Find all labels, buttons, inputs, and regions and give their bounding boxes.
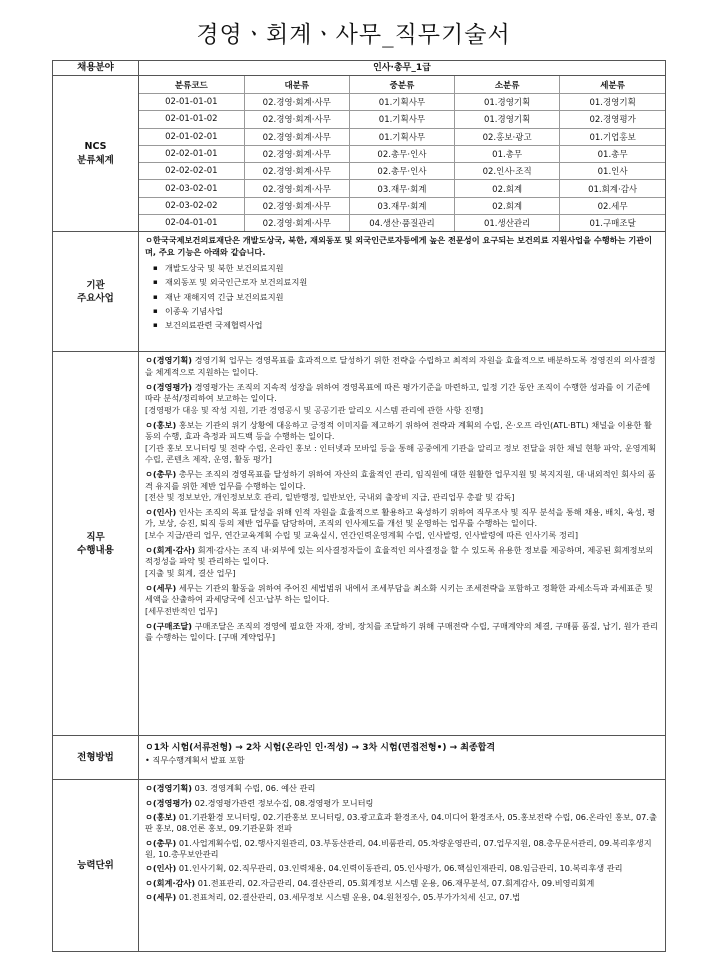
header-value-cell [139,61,666,76]
duty-item [145,621,659,644]
ncs-cell: 01.총무 [560,145,665,162]
duty-title: ㅇ(회계·감사) [145,545,196,556]
ncs-cell: 02.경영·회계·사무 [244,128,349,145]
duty-note: [경영평가 대응 및 작성 지원, 기관 경영공시 및 공공기관 알리오 시스템 관리에 관한 사항 진행] [145,404,484,415]
unit-item [145,863,659,874]
unit-item [145,812,659,835]
ncs-cell: 03.재무·회계 [349,180,454,197]
ncs-cell: 02.경영·회계·사무 [244,145,349,162]
selection-row [53,736,666,780]
selection-steps: ㅇ1차 시험(서류전형) → 2차 시험(온라인 인·적성) → 3차 시험(면접전형•) → 최종합격 [145,743,496,754]
duty-title: ㅇ(인사) [145,507,177,518]
business-label-line2: 주요사업 [77,292,114,304]
ncs-cell: 02-01-01-01 [139,94,244,111]
business-item: ▪ 보건의료관련 국제협력사업 [165,320,659,331]
unit-text: 03. 경영계획 수립, 06. 예산 관리 [192,783,316,794]
duty-title: ㅇ(세무) [145,583,177,593]
unit-text: 01.사업계획수립, 02.행사지원관리, 03.부동산관리, 04.비품관리, 05.차량운영관리, 07.업무지원, 08.총무문서관리, 09.복리후생지원, 10.총무보안관리 [145,837,652,859]
duty-item [145,420,659,465]
duty-item [145,507,659,541]
ncs-row-item [139,215,665,232]
business-row [53,232,666,352]
ncs-row-item [139,197,665,214]
duties-row [53,352,666,736]
business-item: ▪ 재외동포 및 외국인근로자 보건의료지원 [165,277,659,288]
duty-text: 구매조달은 조직의 경영에 필요한 자재, 장비, 장치를 조달하기 위해 구매전략 수립, 구매계약의 체결, 구매품 품질, 납기, 원가 관리를 수행하는 일이다. [구매 계약업무] [145,620,658,643]
unit-title: ㅇ(경영평가) [145,797,193,808]
business-item: ▪ 재난 재해지역 긴급 보건의료지원 [165,292,659,303]
ncs-row-item [139,111,665,128]
duty-title: ㅇ(경영기획) [145,355,193,366]
ncs-cell: 01.구매조달 [560,215,665,232]
ncs-cell: 01.총무 [455,145,560,162]
ncs-cell: 01.기획사무 [349,111,454,128]
duty-note: [보수 지급/관리 업무, 연간교육계획 수립 및 교육실시, 연간인력운영계획 수립, 인사발령, 인사발령에 따른 인사기록 정리] [145,529,579,540]
duty-text: 인사는 조직의 목표 달성을 위해 인적 자원을 효율적으로 활용하고 육성하기 위하여 직무조사 및 직무 분석을 통해 채용, 배치, 육성, 평가, 보상, 승진, 퇴직 등의 제반 업무를 담당하며, 조직의 인사제도를 개선 및 운영하는 업무를 수행하는 일이다. [145,507,656,529]
ncs-label [53,76,139,232]
ncs-cell: 02.인사·조직 [455,163,560,180]
ncs-table-cell [139,76,666,232]
ncs-cell: 02-02-01-01 [139,145,244,162]
ncs-cell: 02.경영·회계·사무 [244,94,349,111]
ncs-table [139,76,665,231]
unit-text: 01.기관환경 모니터링, 02.기관홍보 모니터링, 03.광고효과 환경조사, 04.미디어 환경조사, 05.홍보전략 수립, 06.온라인 홍보, 07.출판 홍보, 08.언론 홍보, 09.기관문화 전파 [145,812,657,834]
ncs-cell: 02.세무 [560,197,665,214]
selection-note: • 직무수행계획서 발표 포함 [145,754,245,765]
ncs-cell: 02.홍보·광고 [455,128,560,145]
ncs-cell: 02.경영·회계·사무 [244,197,349,214]
duty-text: 경영기획 업무는 경영목표를 효과적으로 달성하기 위한 전략을 수립하고 최적의 자원을 효율적으로 배분하도록 경영진의 의사결정을 체계적으로 지원하는 일이다. [145,355,656,377]
ncs-column-header: 중분류 [349,76,454,94]
business-item: ▪ 개발도상국 및 북한 보건의료지원 [165,263,659,274]
ncs-column-header: 분류코드 [139,76,244,94]
ncs-label-line2: 분류체계 [77,154,114,166]
ncs-cell: 02.경영·회계·사무 [244,180,349,197]
ncs-cell: 01.회계·감사 [560,180,665,197]
business-intro: ㅇ한국국제보건의료재단은 개발도상국, 북한, 재외동포 및 외국인근로자등에게 높은 전문성이 요구되는 보건의료 지원사업을 수행하는 기관이며, 주요 기능은 아래와 같습니다. [145,235,653,257]
duty-item [145,545,659,579]
ncs-cell: 02.경영·회계·사무 [244,163,349,180]
duty-note: [기관 홍보 모니터링 및 전략 수립, 온라인 홍보 : 인터넷과 모바일 등을 통해 공중에게 기관을 알리고 정보 전달을 위한 채널 현황 파악, 운영계획 수립, 콘텐츠 제작, 운영, 활동 평가] [145,442,657,464]
duty-item [145,583,659,617]
duty-note: [세무전반적인 업무] [145,605,218,616]
unit-title: ㅇ(세무) [145,891,177,902]
ncs-cell: 02.경영·회계·사무 [244,111,349,128]
ncs-cell: 02.경영평가 [560,111,665,128]
ncs-row-item [139,163,665,180]
duty-item [145,382,659,416]
unit-item [145,838,659,861]
unit-title: ㅇ(홍보) [145,812,177,822]
duties-label-line1: 직무 [86,531,105,543]
business-content [139,232,666,352]
ncs-cell: 01.생산관리 [455,215,560,232]
ncs-cell: 01.경영기획 [455,111,560,128]
duty-item [145,355,659,378]
duties-label [53,352,139,736]
ncs-cell: 01.기획사무 [349,94,454,111]
selection-content [139,736,666,780]
duties-content [139,352,666,736]
duties-label-line2: 수행내용 [77,544,114,556]
units-row [53,780,666,952]
unit-text: 01.전표처리, 02.결산관리, 03.세무정보 시스템 운용, 04.원천징수, 05.부가가치세 신고, 07.법 [176,891,521,902]
ncs-row-item [139,145,665,162]
ncs-cell: 02-01-01-02 [139,111,244,128]
ncs-cell: 02.회계 [455,197,560,214]
ncs-cell: 02-03-02-02 [139,197,244,214]
ncs-cell: 02-02-02-01 [139,163,244,180]
unit-item [145,892,659,903]
unit-title: ㅇ(회계·감사) [145,877,196,888]
unit-title: ㅇ(총무) [145,837,177,848]
header-row [53,61,666,76]
duty-note: [지출 및 회계, 결산 업무] [145,567,236,578]
ncs-cell: 01.경영기획 [560,94,665,111]
duty-title: ㅇ(홍보) [145,419,177,430]
business-label [53,232,139,352]
unit-item [145,798,659,809]
unit-text: 02.경영평가관련 정보수집, 08.경영평가 모니터링 [192,797,374,808]
unit-title: ㅇ(경영기획) [145,783,193,794]
ncs-cell: 01.인사 [560,163,665,180]
ncs-column-header: 대분류 [244,76,349,94]
duty-item [145,469,659,503]
ncs-cell: 01.기획사무 [349,128,454,145]
duty-title: ㅇ(구매조달) [145,620,193,631]
unit-title: ㅇ(인사) [145,863,177,874]
header-label: 채용분야 [53,61,139,76]
ncs-cell: 02.총무·인사 [349,163,454,180]
ncs-cell: 02-03-02-01 [139,180,244,197]
ncs-cell: 04.생산·품질관리 [349,215,454,232]
ncs-cell: 02-04-01-01 [139,215,244,232]
ncs-cell: 02.회계 [455,180,560,197]
business-label-line1: 기관 [86,279,105,291]
selection-label: 전형방법 [53,736,139,780]
business-item: ▪ 이종욱 기념사업 [165,306,659,317]
ncs-cell: 02.경영·회계·사무 [244,215,349,232]
ncs-cell: 01.경영기획 [455,94,560,111]
ncs-cell: 03.재무·회계 [349,197,454,214]
ncs-cell: 02-01-02-01 [139,128,244,145]
ncs-row-item [139,94,665,111]
ncs-row [53,76,666,232]
units-label: 능력단위 [53,780,139,952]
ncs-header-row [139,76,665,94]
ncs-cell: 01.기업홍보 [560,128,665,145]
unit-text: 01.전표관리, 02.자금관리, 04.결산관리, 05.회계정보 시스템 운용, 06.재무분석, 07.회계감사, 09.비영리회계 [195,877,595,888]
duty-text: 경영평가는 조직의 지속적 성장을 위하여 경영목표에 따른 평가기준을 마련하고, 일정 기간 동안 조직이 수행한 성과를 이 기준에 따라 분석/정리하여 보고하는 일이다. [145,382,651,404]
job-description-table [52,60,666,952]
page-title: 경영ㆍ회계ㆍ사무_직무기술서 [196,22,511,48]
ncs-row-item [139,128,665,145]
duty-title: ㅇ(총무) [145,469,177,480]
duty-text: 세무는 기관의 활동을 위하여 주어진 세법범위 내에서 조세부담을 최소화 시키는 조세전략을 포함하고 정확한 과세소득과 과세표준 및 세액을 산출하여 과세당국에 신고·납부 하는 일이다. [145,583,653,605]
duty-text: 홍보는 기관의 위기 상황에 대응하고 긍정적 이미지를 제고하기 위하여 전략과 계획의 수립, 온·오프 라인(ATL·BTL) 채널을 이용한 활동의 수행, 효과 측정과 피드백 등을 수행하는 일이다. [145,419,652,442]
duty-title: ㅇ(경영평가) [145,382,193,392]
ncs-cell: 02.총무·인사 [349,145,454,162]
duty-text: 회계·감사는 조직 내·외부에 있는 의사결정자들이 효율적인 의사결정을 할 수 있도록 유용한 정보를 제공하며, 제공된 회계정보의 적정성을 파악 및 관리하는 일이다. [145,545,654,567]
unit-item [145,783,659,794]
unit-item [145,878,659,889]
unit-text: 01.인사기획, 02.직무관리, 03.인력채용, 04.인력이동관리, 05.인사평가, 06.핵심인재관리, 08.임금관리, 10.복리후생 관리 [176,863,623,874]
duty-note: [전산 및 정보보안, 개인정보보호 관리, 일반행정, 일반보안, 국내외 출장비 지급, 관리업무 총괄 및 감독] [145,491,515,502]
units-content [139,780,666,952]
ncs-row-item [139,180,665,197]
duty-text: 총무는 조직의 경영목표를 달성하기 위하여 자산의 효율적인 관리, 임직원에 대한 원활한 업무지원 및 복지지원, 대·내외적인 회사의 품격 유지를 위한 제반 업무를 수행하는 일이다. [145,469,656,491]
ncs-column-header: 세분류 [560,76,665,94]
ncs-column-header: 소분류 [455,76,560,94]
business-list [145,263,659,332]
ncs-label-line1: NCS [84,141,107,153]
header-value: 인사·총무_1급 [373,63,431,73]
